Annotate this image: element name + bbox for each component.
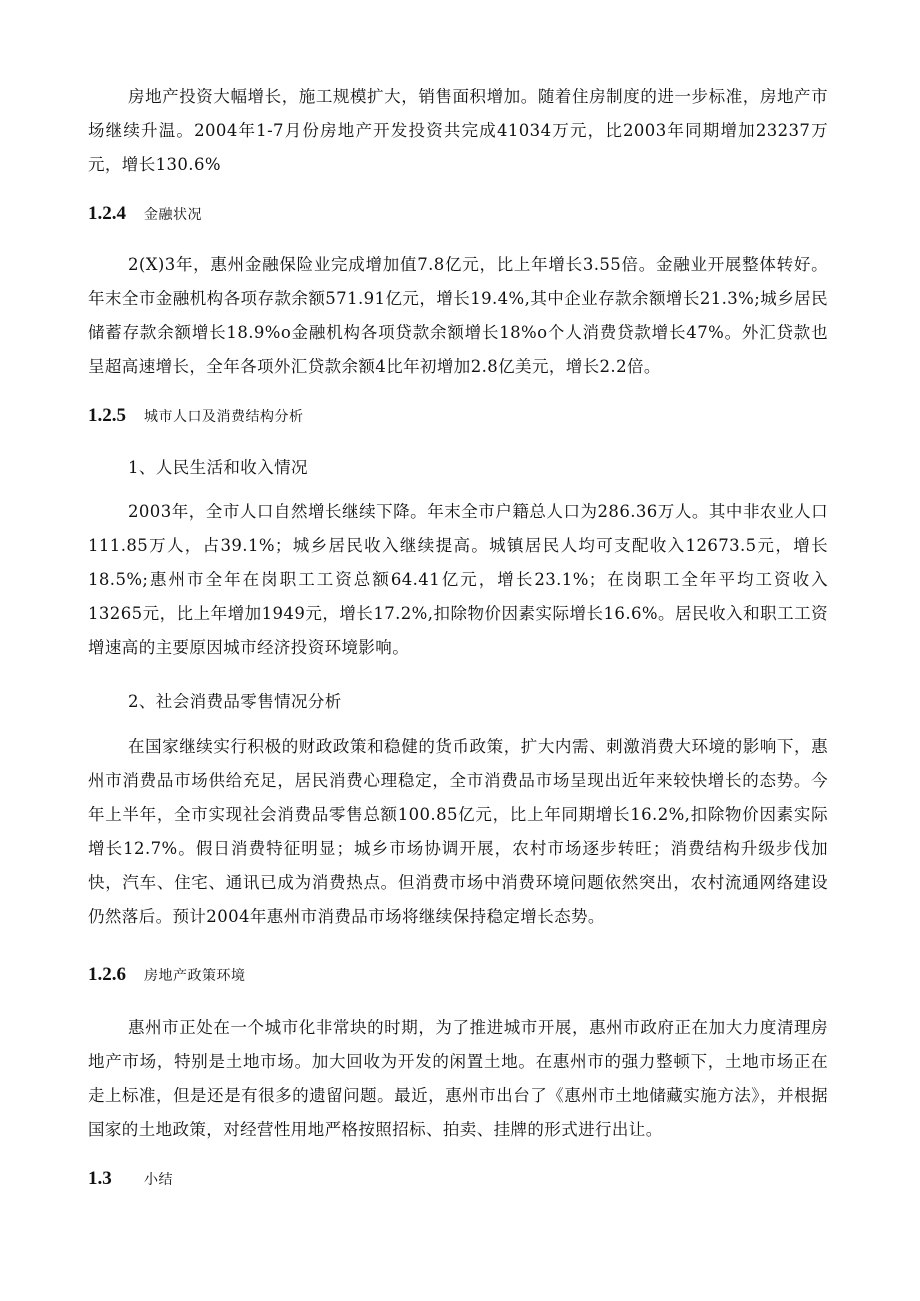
section-heading-1-2-6: [88, 964, 246, 994]
section-heading-1-2-5: [88, 405, 304, 435]
section-title: 城市人口及消费结构分析: [144, 409, 304, 425]
section-number: 1.2.4: [88, 203, 126, 224]
paragraph-real-estate-investment: 房地产投资大幅增长，施工规模扩大，销售面积增加。随着住房制度的进一步标准，房地产市场继续升温。2004年1-7月份房地产开发投资共完成41034万元，比2003年同期增加23237万元，增长130.6%: [88, 87, 828, 174]
section-title: 小结: [144, 1172, 173, 1188]
section-title: 房地产政策环境: [144, 968, 246, 984]
section-heading-1-3: [88, 1168, 173, 1198]
section-number: 1.3: [88, 1168, 112, 1189]
section-number: 1.2.6: [88, 964, 126, 985]
subsection-item-retail: 2、社会消费品零售情况分析: [128, 692, 342, 711]
section-title: 金融状况: [144, 207, 202, 223]
paragraph-policy-environment: 惠州市正处在一个城市化非常块的时期，为了推进城市开展，惠州市政府正在加大力度清理房地产市场，特别是土地市场。加大回收为开发的闲置土地。在惠州市的强力整顿下，土地市场正在走上标准，但是还是有很多的遗留问题。最近，惠州市出台了《惠州市土地储藏实施方法》，并根据国家的土地政策，对经营性用地严格按照招标、拍卖、挂牌的形式进行出让。: [88, 1018, 828, 1139]
paragraph-retail-analysis: 在国家继续实行积极的财政政策和稳健的货币政策，扩大内需、刺激消费大环境的影响下，惠州市消费品市场供给充足，居民消费心理稳定，全市消费品市场呈现出近年来较快增长的态势。今年上半年，全市实现社会消费品零售总额100.85亿元，比上年同期增长16.2%,扣除物价因素实际增长12.7%。假日消费特征明显；城乡市场协调开展，农村市场逐步转旺；消费结构升级步伐加快，汽车、住宅、通讯已成为消费热点。但消费市场中消费环境问题依然突出，农村流通网络建设仍然落后。预计2004年惠州市消费品市场将继续保持稳定增长态势。: [88, 737, 828, 926]
paragraph-finance: 2(X)3年，惠州金融保险业完成增加值7.8亿元，比上年增长3.55倍。金融业开展整体转好。年末全市金融机构各项存款余额571.91亿元，增长19.4%,其中企业存款余额增长21.3%;城乡居民储蓄存款余额增长18.9%o金融机构各项贷款余额增长18%o个人消费贷款增长47%。外汇贷款也呈超高速增长，全年各项外汇贷款余额4比年初增加2.8亿美元，增长2.2倍。: [88, 255, 828, 376]
subsection-item-income: 1、人民生活和收入情况: [128, 458, 308, 477]
paragraph-population-income: 2003年，全市人口自然增长继续下降。年末全市户籍总人口为286.36万人。其中非农业人口111.85万人，占39.1%；城乡居民收入继续提高。城镇居民人均可支配收入12673.5元，增长18.5%;惠州市全年在岗职工工资总额64.41亿元，增长23.1%；在岗职工全年平均工资收入13265元，比上年增加1949元，增长17.2%,扣除物价因素实际增长16.6%。居民收入和职工工资增速高的主要原因城市经济投资环境影响。: [88, 502, 828, 657]
section-heading-1-2-4: [88, 203, 202, 233]
section-number: 1.2.5: [88, 405, 126, 426]
